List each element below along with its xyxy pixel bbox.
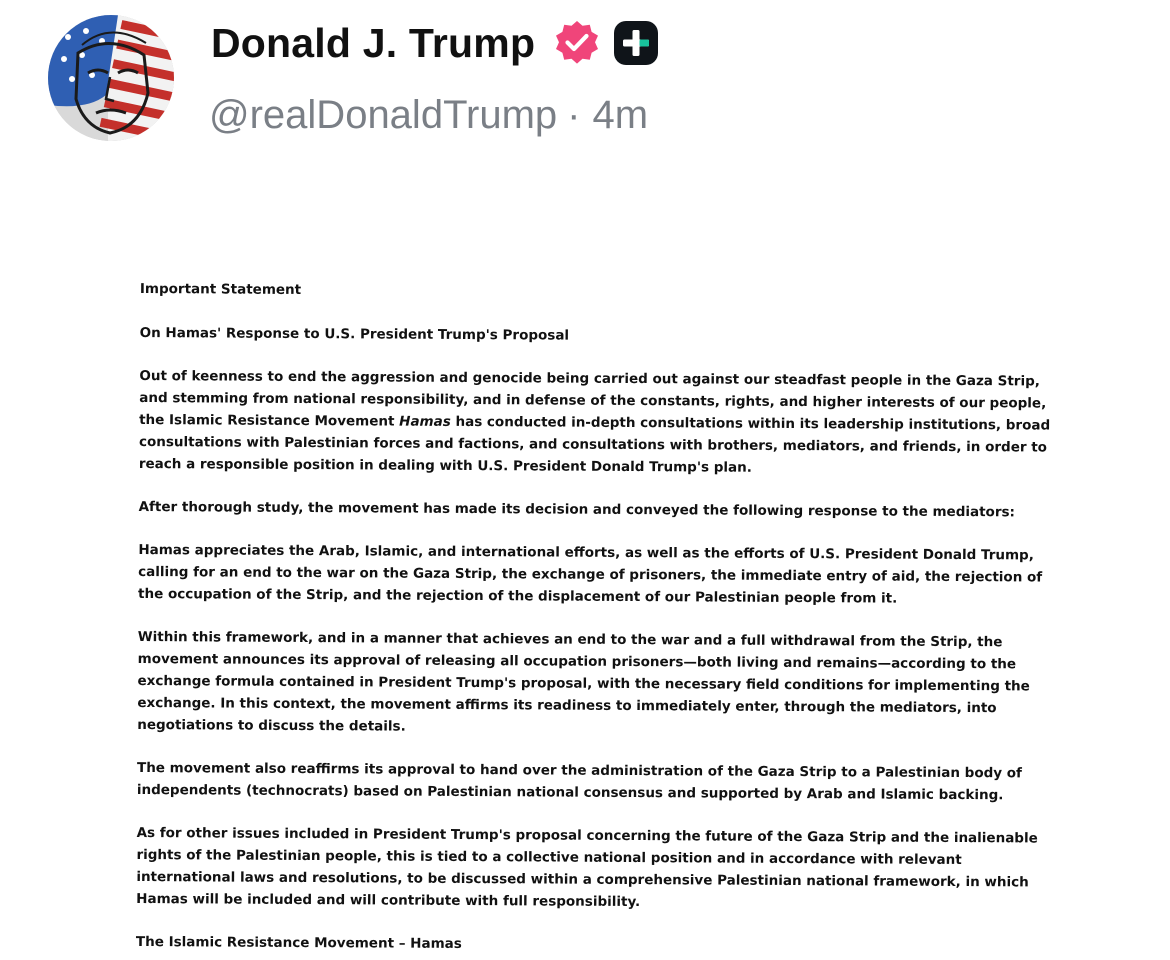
post-meta <box>209 90 648 140</box>
paragraph-emphasis: Hamas <box>399 413 451 430</box>
handle[interactable]: @realDonaldTrump <box>209 93 558 137</box>
verified-badge-icon <box>553 19 601 67</box>
statement-document <box>136 278 1055 959</box>
paragraph-text: Out of keenness to end the aggression and genocide being carried out against our steadfast people in the Gaza Strip, and stemming from national responsibility, and in defense of the constants, rights, and higher interests of our people, the Islamic Resistance Movement <box>139 367 1047 430</box>
statement-signature: The Islamic Resistance Movement – Hamas <box>135 933 462 952</box>
statement-paragraph: The movement also reaffirms its approval to hand over the administration of the Gaza Strip to a Palestinian body of independents (technocrats) based on Palestinian national consensus and supported by Arab and Islamic backing. <box>136 759 1023 804</box>
avatar-image <box>48 15 174 141</box>
post-header <box>0 0 1170 160</box>
display-name[interactable]: Donald J. Trump <box>211 20 536 66</box>
statement-paragraph <box>139 365 1055 481</box>
statement-subtitle: On Hamas' Response to U.S. President Trump's Proposal <box>139 324 570 344</box>
statement-image[interactable] <box>0 160 1170 960</box>
avatar[interactable] <box>48 15 174 141</box>
statement-paragraph: After thorough study, the movement has made its decision and conveyed the following response to the mediators: <box>138 498 1016 521</box>
statement-paragraph: Hamas appreciates the Arab, Islamic, and international efforts, as well as the efforts of U.S. President Donald Trump, calling for an end to the war on the Gaza Strip, the exchange of prisoners, the immediate entry of aid, the rejection of the occupation of the Strip, and the rejection of the displacement of our Palestinian people from it. <box>138 541 1043 607</box>
plus-badge-icon <box>613 20 659 66</box>
meta-separator: · <box>567 93 581 137</box>
timestamp[interactable]: 4m <box>592 93 649 137</box>
statement-paragraph: Within this framework, and in a manner that achieves an end to the war and a full withdrawal from the Strip, the movement announces its approval of releasing all occupation prisoners—both living and remains—according to the exchange formula contained in President Trump's proposal, with the necessary field conditions for implementing the exchange. In this context, the movement affirms its readiness to immediately enter, through the mediators, into negotiations to discuss the details. <box>137 628 1030 735</box>
statement-title: Important Statement <box>139 280 302 298</box>
paragraph-text: has conducted in-depth consultations within its leadership institutions, broad consultations with Palestinian forces and factions, and consultations with brothers, mediators, and friends, in order to reach a responsible position in dealing with U.S. President Donald Trump's plan. <box>138 413 1051 476</box>
statement-paragraph: As for other issues included in President Trump's proposal concerning the future of the Gaza Strip and the inalienable rights of the Palestinian people, this is tied to a collective national position and in accordance with relevant international laws and resolutions, to be discussed within a comprehensive Palestinian national framework, in which Hamas will be included and will contribute with full responsibility. <box>136 824 1038 911</box>
